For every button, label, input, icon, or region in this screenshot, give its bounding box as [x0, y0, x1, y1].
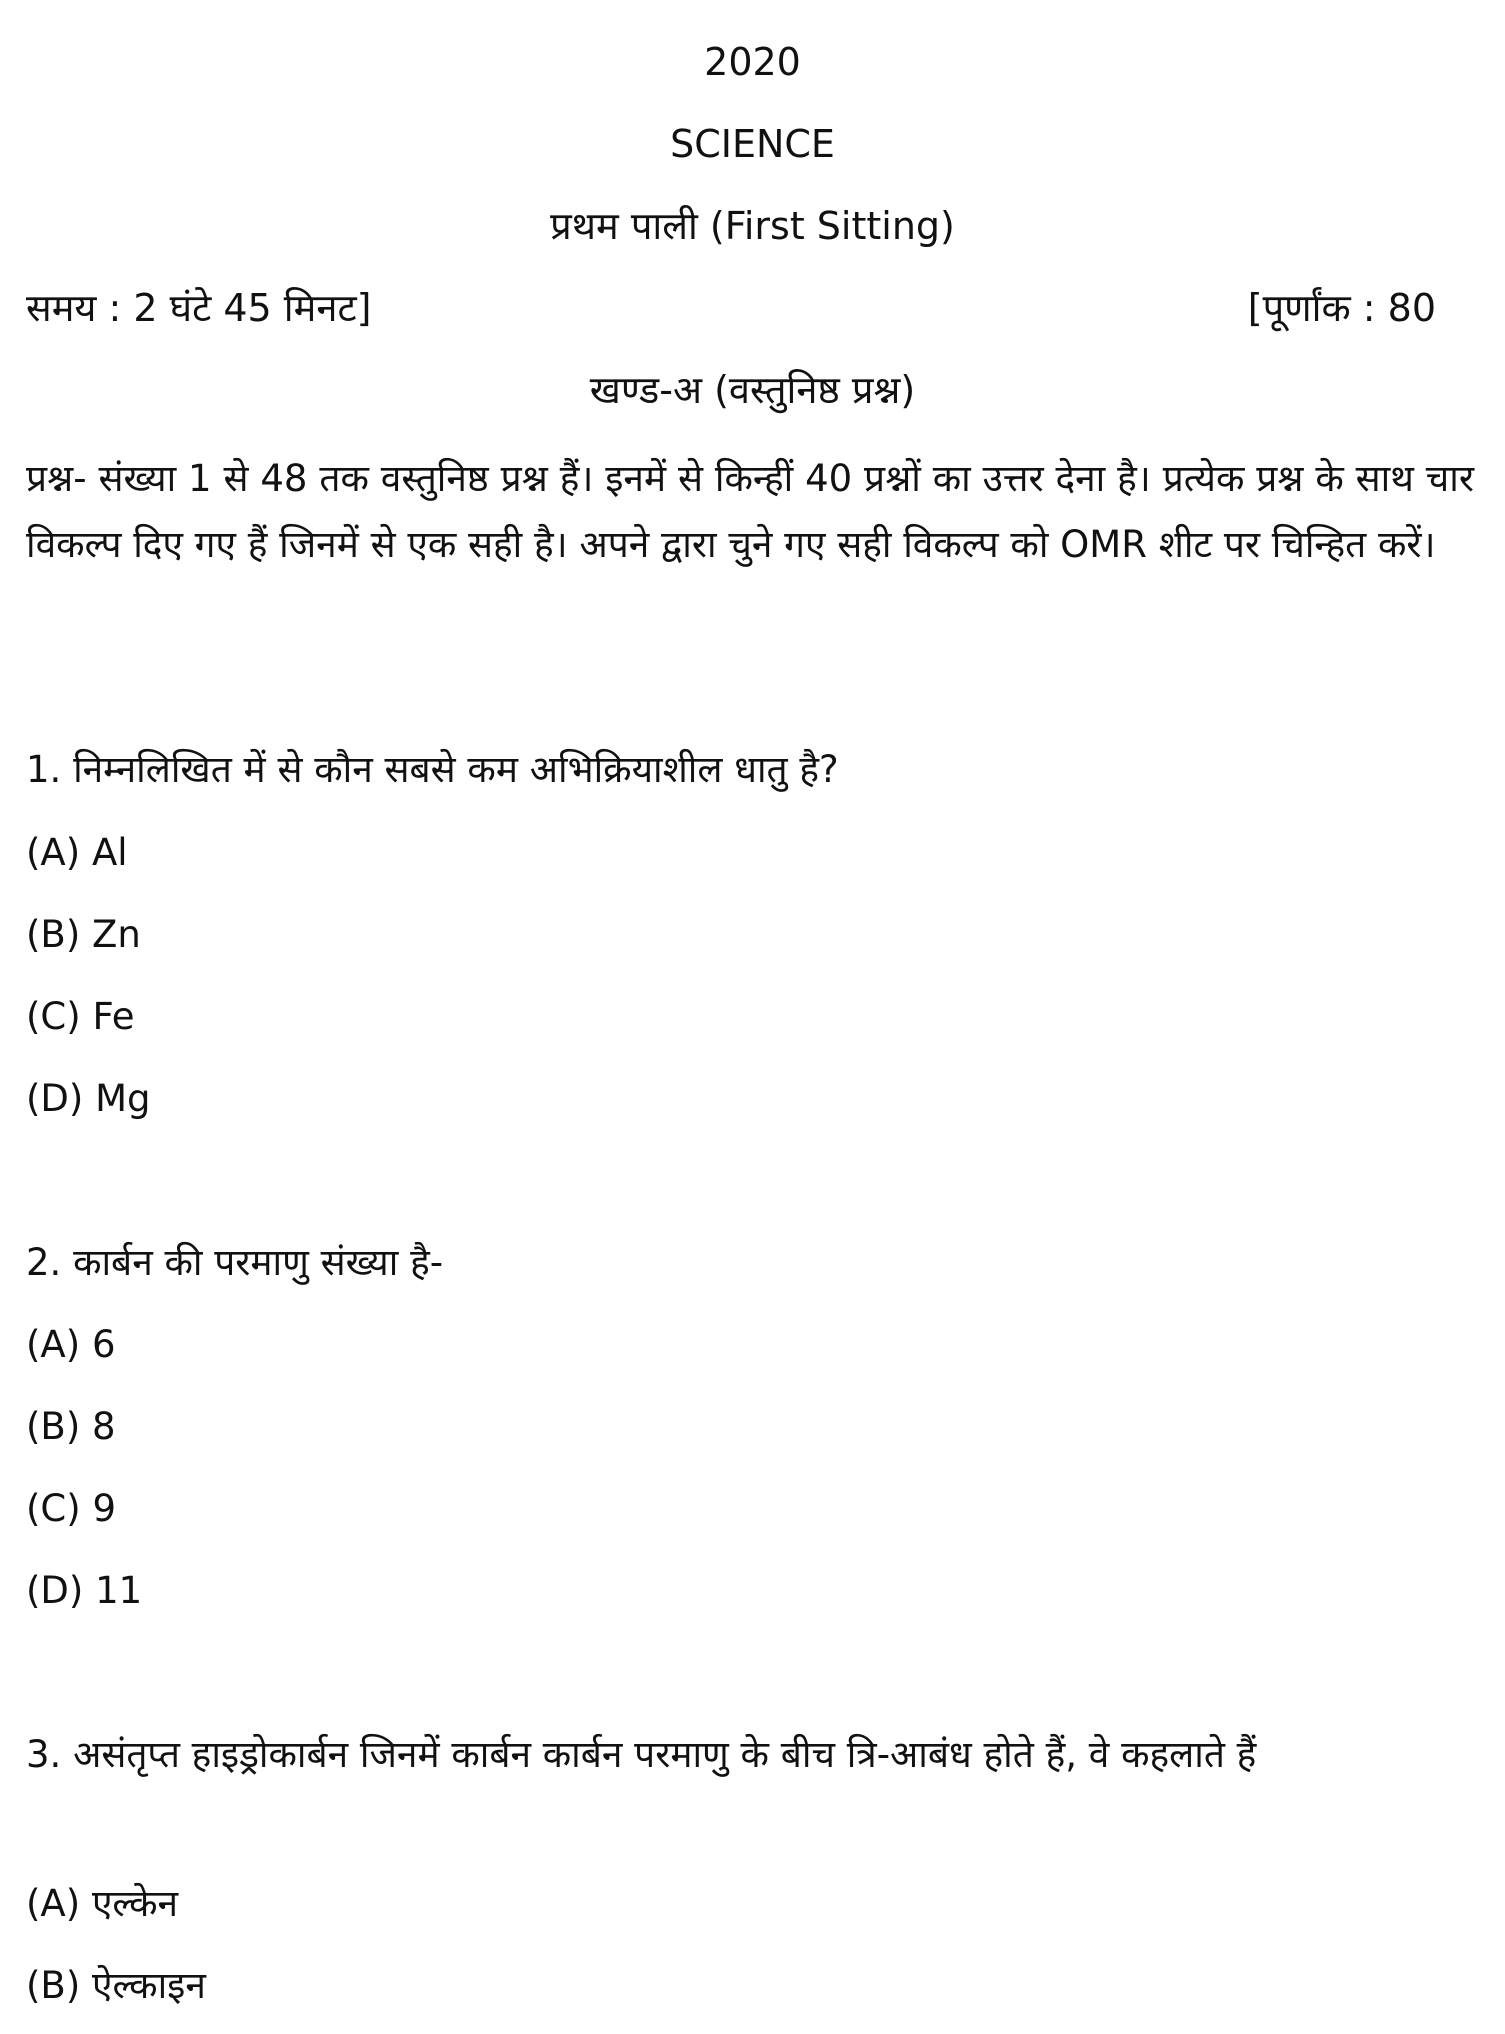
- question-2-text: 2. कार्बन की परमाणु संख्या है-: [26, 1241, 444, 1284]
- question-1-option-a: (A) Al: [26, 831, 128, 874]
- exam-sitting: प्रथम पाली (First Sitting): [550, 204, 955, 248]
- question-3-option-a: (A) एल्केन: [26, 1882, 179, 1925]
- question-1-option-b: (B) Zn: [26, 913, 141, 956]
- question-1-option-c: (C) Fe: [26, 995, 135, 1038]
- question-2-option-d: (D) 11: [26, 1569, 143, 1612]
- exam-time: समय : 2 घंटे 45 मिनट]: [26, 286, 372, 330]
- question-2-option-c: (C) 9: [26, 1487, 117, 1530]
- question-1-option-d: (D) Mg: [26, 1077, 151, 1120]
- exam-year: 2020: [704, 40, 801, 84]
- question-2-option-a: (A) 6: [26, 1323, 116, 1366]
- exam-full-marks: [पूर्णांक : 80: [1247, 286, 1436, 330]
- exam-subject: SCIENCE: [670, 122, 835, 166]
- section-title: खण्ड-अ (वस्तुनिष्ठ प्रश्न): [589, 368, 916, 412]
- question-1-text: 1. निम्नलिखित में से कौन सबसे कम अभिक्रियाशील धातु है?: [26, 748, 839, 791]
- question-3-option-b: (B) ऐल्काइन: [26, 1964, 206, 2007]
- question-2-option-b: (B) 8: [26, 1405, 116, 1448]
- question-3-text: 3. असंतृप्त हाइड्रोकार्बन जिनमें कार्बन कार्बन परमाणु के बीच त्रि-आबंध होते हैं, वे कहलाते हैं: [26, 1733, 1257, 1776]
- instructions-paragraph: प्रश्न- संख्या 1 से 48 तक वस्तुनिष्ठ प्रश्न हैं। इनमें से किन्हीं 40 प्रश्नों का उत्तर देना है। प्रत्येक प्रश्न के साथ चार विकल्प दिए गए हैं जिनमें से एक सही है। अपने द्वारा चुने गए सही विकल्प को OMR शीट पर चिन्हित करें।: [26, 457, 1474, 566]
